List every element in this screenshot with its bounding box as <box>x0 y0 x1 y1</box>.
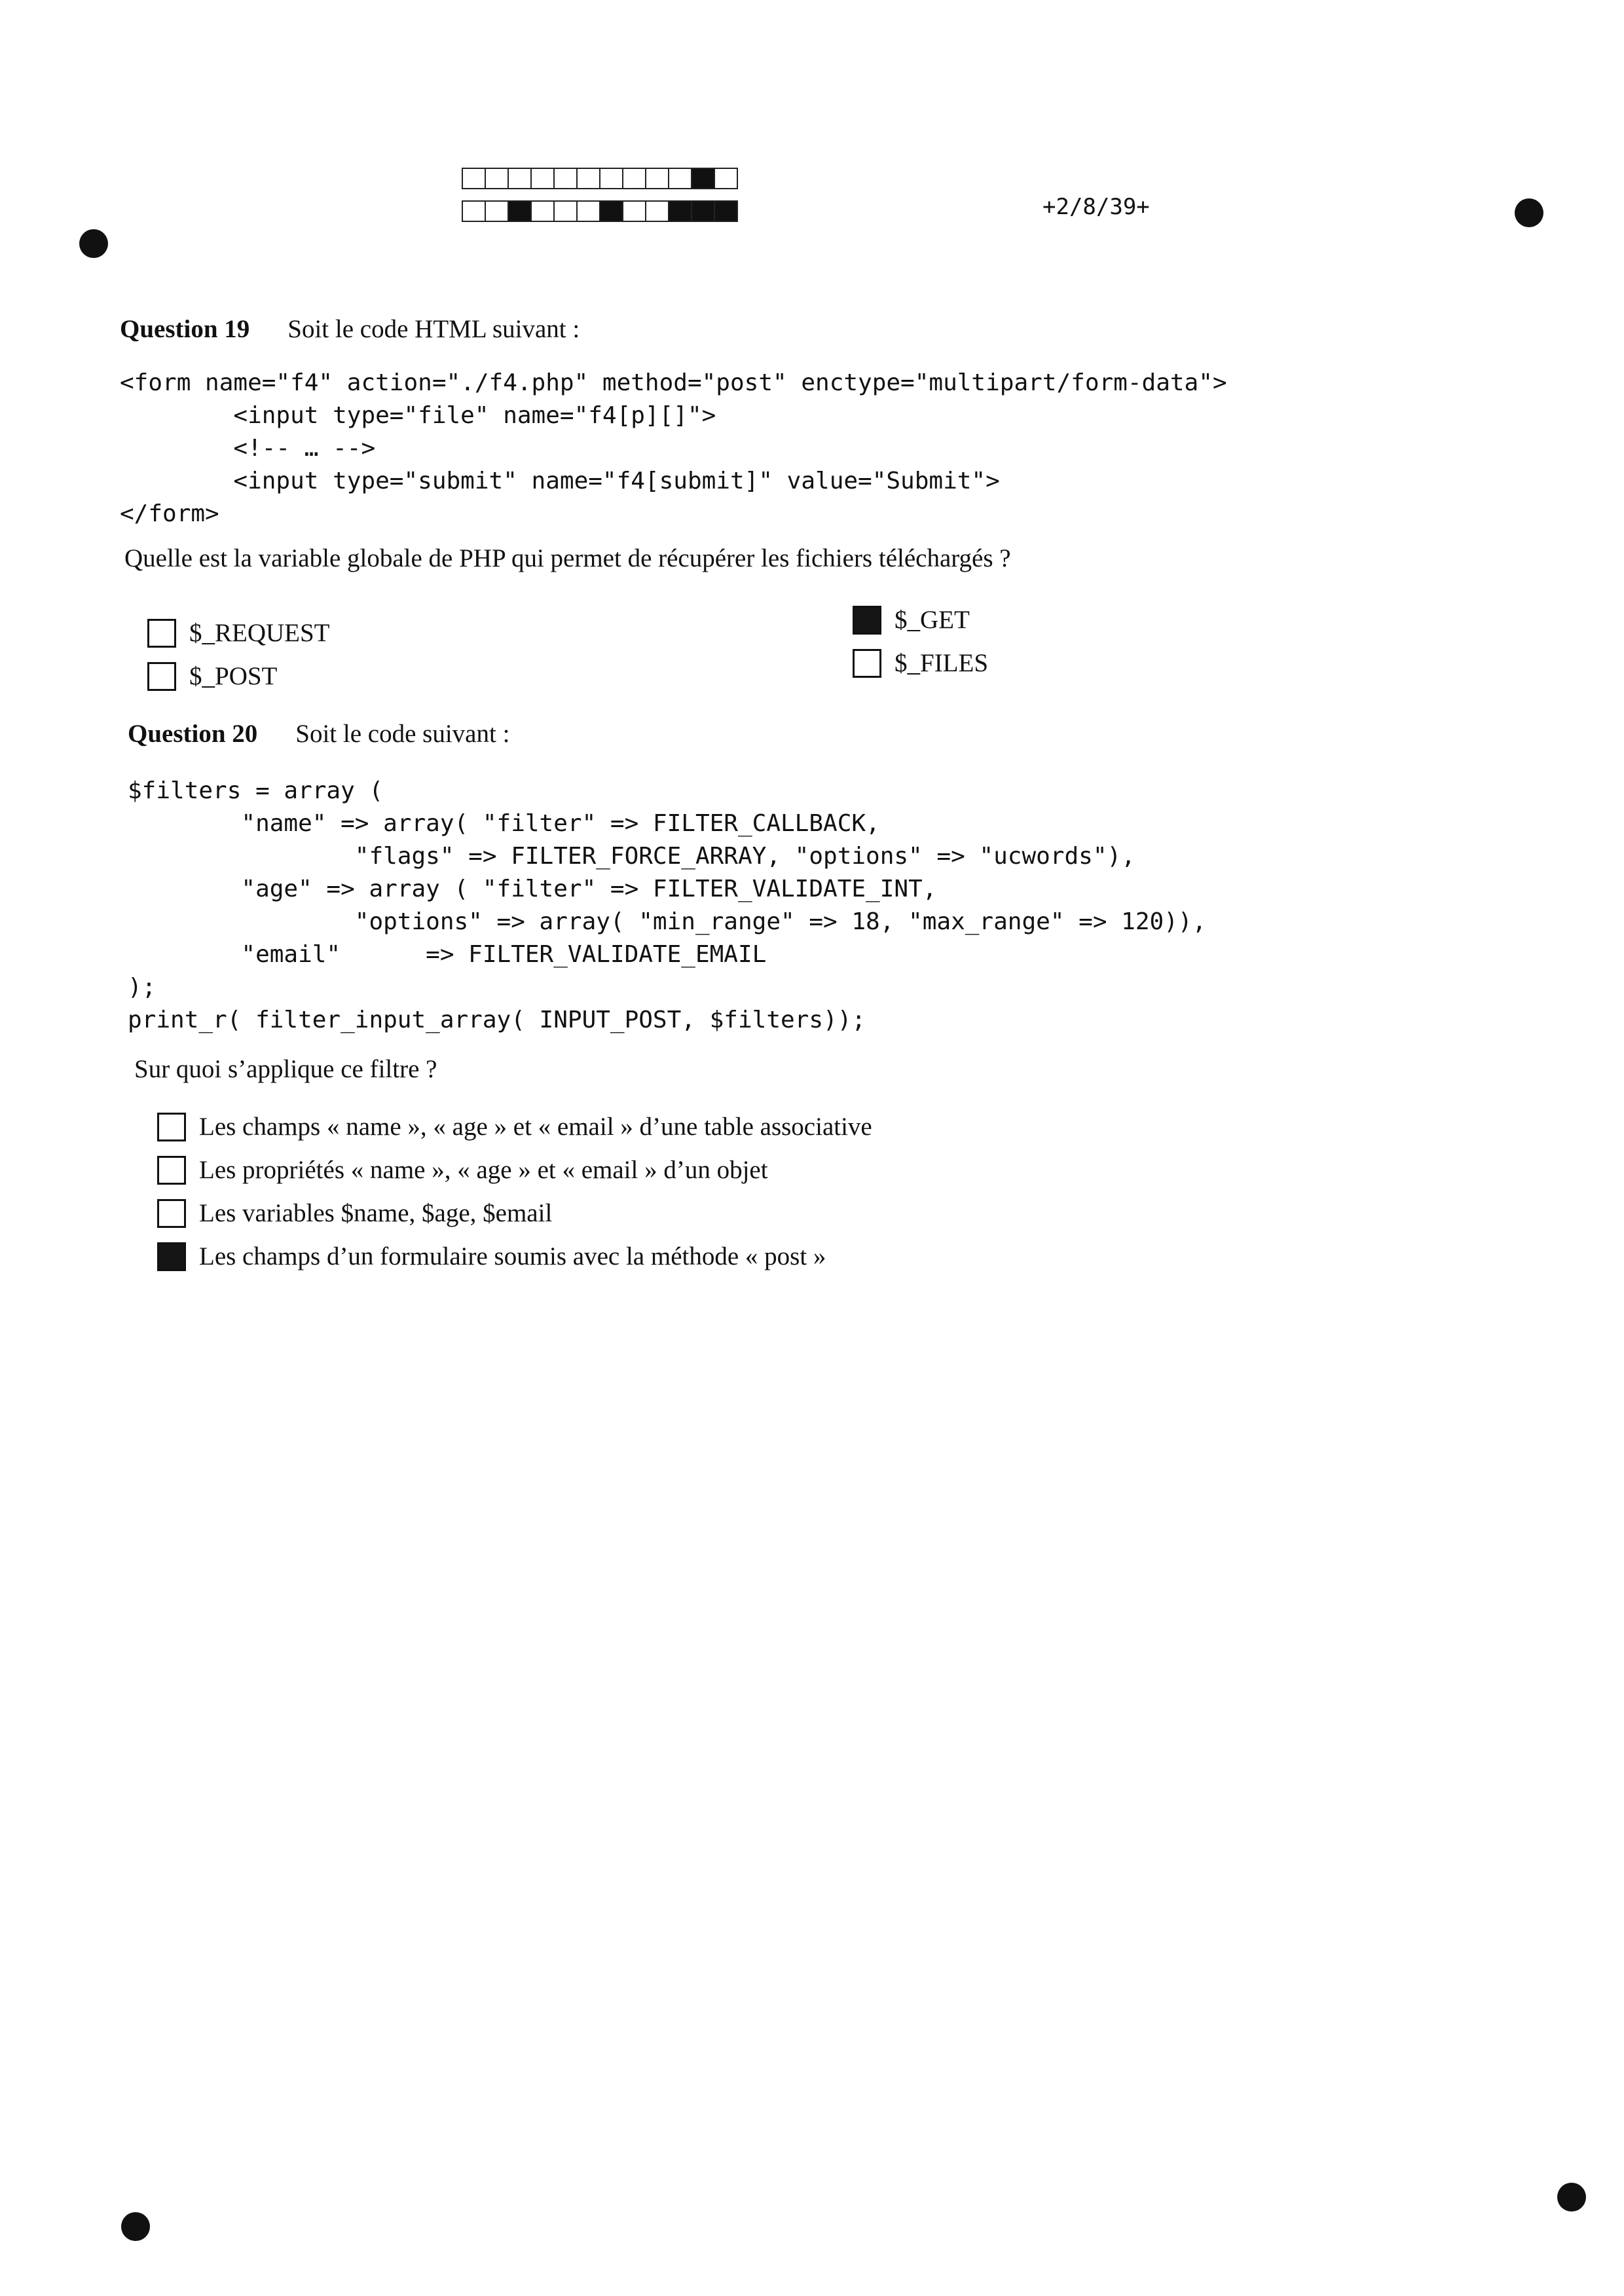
code-line: "age" => array ( "filter" => FILTER_VALIDATE_INT, <box>128 876 937 902</box>
code-line: "flags" => FILTER_FORCE_ARRAY, "options" => "ucwords"), <box>128 843 1135 870</box>
barcode-cell <box>599 168 623 189</box>
barcode-cell <box>622 168 646 189</box>
checkbox[interactable] <box>853 606 881 635</box>
code-line: print_r( filter_input_array( INPUT_POST, $filters)); <box>128 1007 866 1033</box>
checkbox[interactable] <box>147 662 176 691</box>
option-label: $_FILES <box>895 649 989 677</box>
barcode-cell <box>714 200 738 222</box>
code-line: "options" => array( "min_range" => 18, "max_range" => 120)), <box>128 908 1207 935</box>
q20-option-form-fields-post[interactable] <box>157 1242 826 1271</box>
option-label: Les variables $name, $age, $email <box>199 1199 553 1227</box>
code-line: $filters = array ( <box>128 777 384 804</box>
checkbox[interactable] <box>157 1199 186 1228</box>
checkbox[interactable] <box>147 619 176 648</box>
option-label: $_GET <box>895 606 970 634</box>
barcode-cell <box>553 200 578 222</box>
option-label: Les champs d’un formulaire soumis avec la méthode « post » <box>199 1242 826 1270</box>
q19-prompt: Quelle est la variable globale de PHP qui permet de récupérer les fichiers téléchargés ? <box>124 544 1011 572</box>
checkbox[interactable] <box>157 1156 186 1185</box>
code-line: <input type="submit" name="f4[submit]" value="Submit"> <box>120 468 1000 494</box>
barcode-cell <box>485 168 509 189</box>
code-line: ); <box>128 974 157 1001</box>
question-number: Question 20 <box>128 720 258 748</box>
code-line: <!-- … --> <box>120 435 376 462</box>
barcode-cell <box>576 168 600 189</box>
registration-mark-bottom-left <box>121 2212 150 2241</box>
barcode-cell <box>645 168 669 189</box>
option-label: Les propriétés « name », « age » et « email » d’un objet <box>199 1156 768 1184</box>
barcode-cell <box>462 200 486 222</box>
barcode-cell <box>576 200 600 222</box>
barcode-grid-row-2 <box>462 200 737 222</box>
barcode-cell <box>691 200 715 222</box>
checkbox[interactable] <box>157 1242 186 1271</box>
checkbox[interactable] <box>853 649 881 678</box>
page-id: +2/8/39+ <box>1043 194 1150 220</box>
q20-option-object-properties[interactable] <box>157 1155 768 1185</box>
barcode-cell <box>622 200 646 222</box>
code-line: <input type="file" name="f4[p][]"> <box>120 402 716 429</box>
barcode-cell <box>507 200 532 222</box>
option-label: Les champs « name », « age » et « email » d’une table associative <box>199 1113 872 1141</box>
code-line: "name" => array( "filter" => FILTER_CALLBACK, <box>128 810 880 837</box>
question-intro: Soit le code HTML suivant : <box>287 315 580 343</box>
barcode-cell <box>599 200 623 222</box>
barcode-cell <box>530 200 555 222</box>
q19-option-get[interactable] <box>853 605 970 635</box>
question-20-header <box>128 719 509 749</box>
q20-option-associative-table[interactable] <box>157 1112 872 1141</box>
code-line: <form name="f4" action="./f4.php" method="post" enctype="multipart/form-data"> <box>120 369 1227 396</box>
q20-prompt: Sur quoi s’applique ce filtre ? <box>134 1055 437 1083</box>
registration-mark-bottom-right <box>1557 2183 1586 2212</box>
barcode-grid-row-1 <box>462 168 737 189</box>
question-intro: Soit le code suivant : <box>295 720 510 748</box>
checkbox[interactable] <box>157 1113 186 1141</box>
option-label: $_POST <box>189 662 278 690</box>
code-line: "email" => FILTER_VALIDATE_EMAIL <box>128 941 767 968</box>
registration-mark-top-left <box>79 229 108 258</box>
barcode-cell <box>485 200 509 222</box>
barcode-cell <box>714 168 738 189</box>
q20-option-variables[interactable] <box>157 1198 552 1228</box>
barcode-cell <box>691 168 715 189</box>
registration-mark-top-right <box>1515 198 1543 227</box>
q19-option-post[interactable] <box>147 661 277 691</box>
barcode-cell <box>530 168 555 189</box>
question-number: Question 19 <box>120 315 250 343</box>
barcode-cell <box>668 200 692 222</box>
barcode-cell <box>645 200 669 222</box>
barcode-cell <box>553 168 578 189</box>
code-line: </form> <box>120 500 219 527</box>
option-label: $_REQUEST <box>189 619 330 647</box>
question-19-header <box>120 314 580 344</box>
barcode-cell <box>668 168 692 189</box>
barcode-cell <box>462 168 486 189</box>
q19-option-request[interactable] <box>147 618 330 648</box>
q19-option-files[interactable] <box>853 648 988 678</box>
barcode-cell <box>507 168 532 189</box>
